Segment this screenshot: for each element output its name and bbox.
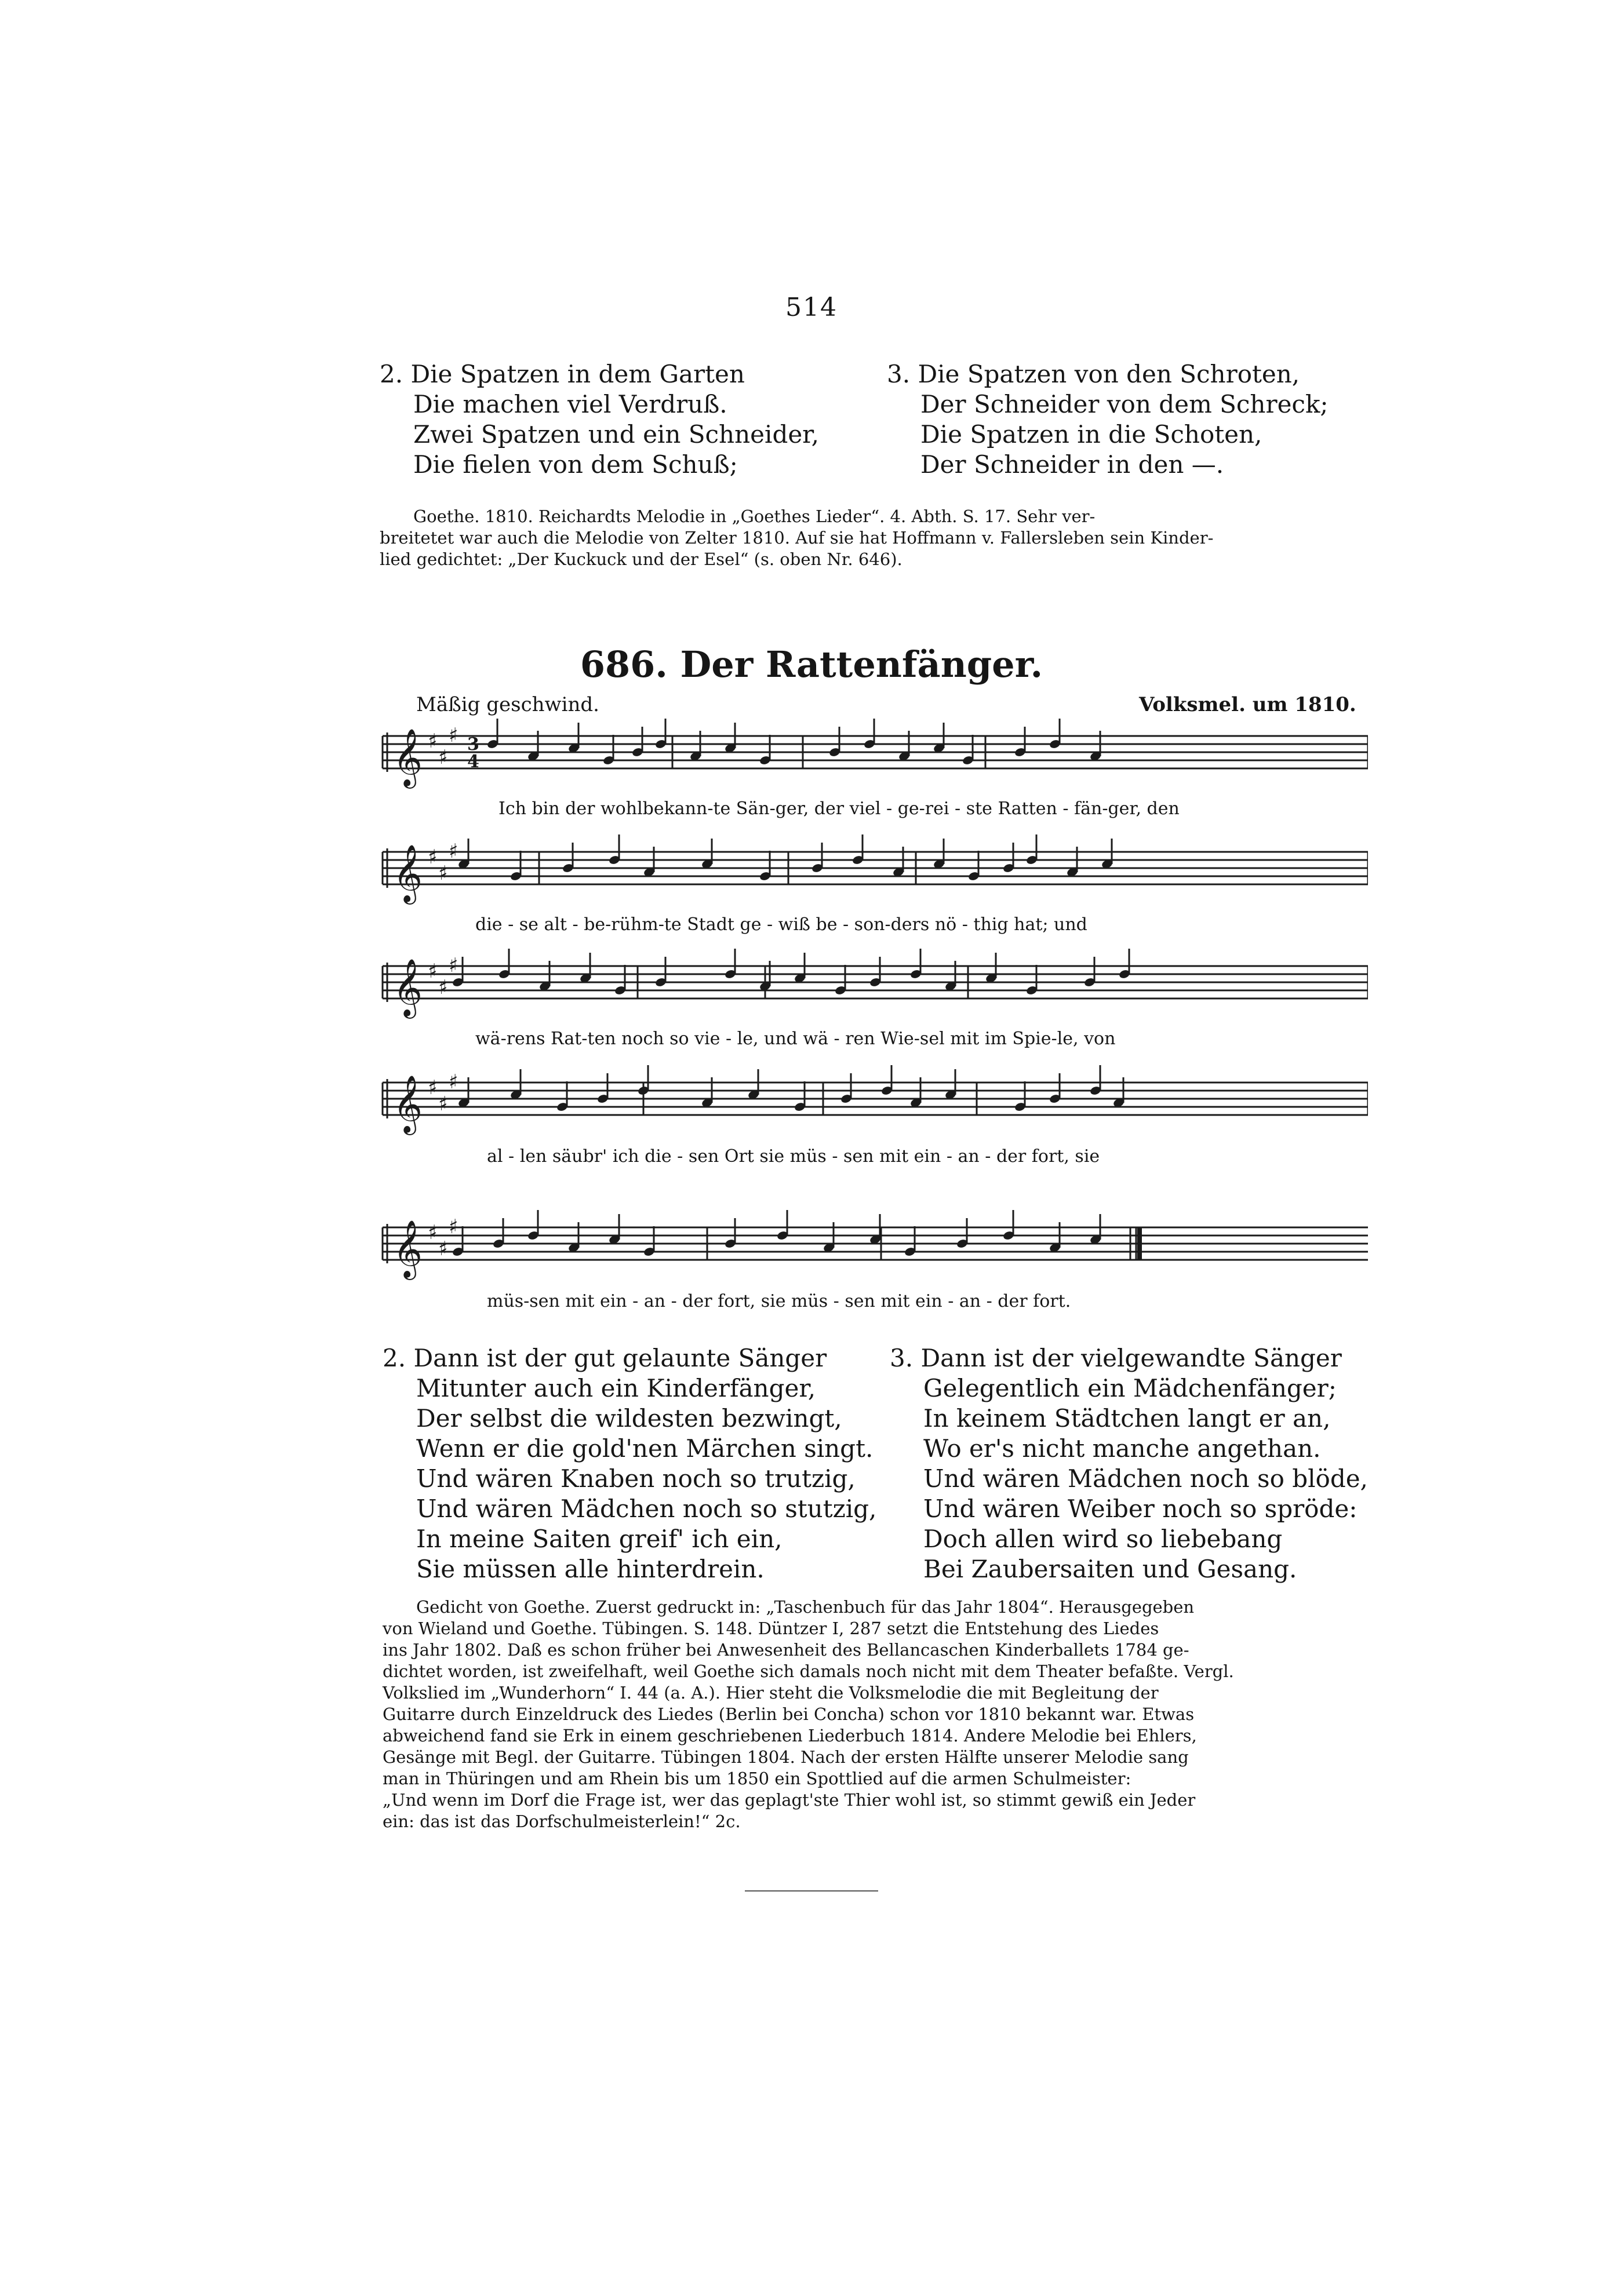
stanza-line: Zwei Spatzen und ein Schneider, — [413, 420, 819, 449]
note-line: dichtet worden, ist zweifelhaft, weil Goethe sich damals noch nicht mit dem Theater befaßte. Vergl. — [383, 1661, 1234, 1681]
lyrics-line-2: die - se alt - be-rühm-te Stadt ge - wiß be - son-ders nö - thig hat; und — [475, 914, 1087, 935]
sharp-icon: ♯ — [438, 1092, 448, 1116]
stanza-line: Doch allen wird so liebebang — [923, 1525, 1283, 1553]
note-line: „Und wenn im Dorf die Frage ist, wer das geplagt'ste Thier wohl ist, so stimmt gewiß ein Jeder — [383, 1790, 1196, 1810]
note-line: Gesänge mit Begl. der Guitarre. Tübingen 1804. Nach der ersten Hälfte unserer Melodie sang — [383, 1747, 1189, 1767]
sharp-icon: ♯ — [438, 862, 448, 885]
stanza-line: In meine Saiten greif' ich ein, — [416, 1525, 783, 1553]
note-line: ein: das ist das Dorfschulmeisterlein!“ 2c. — [383, 1812, 741, 1831]
sharp-icon: ♯ — [449, 840, 458, 863]
sharp-icon: ♯ — [449, 954, 458, 977]
treble-clef-icon: 𝄞 — [393, 1220, 423, 1278]
sharp-icon: ♯ — [449, 1215, 458, 1238]
section-divider — [745, 1890, 878, 1892]
note-line: abweichend fand sie Erk in einem geschriebenen Liederbuch 1814. Andere Melodie bei Ehlers, — [383, 1726, 1197, 1745]
note-song — [383, 1597, 1368, 1832]
stanza-line: Der Schneider von dem Schreck; — [920, 390, 1329, 418]
note-line: man in Thüringen und am Rhein bis um 1850 ein Spottlied auf die armen Schulmeister: — [383, 1769, 1131, 1788]
stanza-prev-3 — [887, 359, 1329, 480]
stanza-prev-2 — [380, 359, 819, 480]
note-prev — [380, 506, 1359, 570]
stanza-line: Die Spatzen in die Schoten, — [920, 420, 1262, 449]
treble-clef-icon: 𝄞 — [393, 728, 423, 786]
treble-clef-icon: 𝄞 — [393, 844, 423, 902]
time-signature-top: 3 — [467, 734, 479, 755]
lyrics-line-1: Ich bin der wohlbekann-te Sän-ger, der viel - ge-rei - ste Ratten - fän-ger, den — [498, 799, 1180, 819]
sharp-icon: ♯ — [438, 746, 448, 769]
note-line: ins Jahr 1802. Daß es schon früher bei Anwesenheit des Bellancaschen Kinderballets 1784 ge- — [383, 1640, 1189, 1660]
stanza-line: Und wären Mädchen noch so stutzig, — [416, 1495, 877, 1523]
note-line: Guitarre durch Einzeldruck des Liedes (Berlin bei Concha) schon vor 1810 bekannt war. Etwas — [383, 1704, 1195, 1724]
stanza-song-2 — [383, 1343, 876, 1584]
stanza-line: In keinem Städtchen langt er an, — [923, 1404, 1331, 1433]
time-signature-bottom: 4 — [467, 752, 479, 772]
sharp-icon: ♯ — [438, 1237, 448, 1260]
final-barline — [1137, 1227, 1142, 1260]
stanza-line: Und wären Mädchen noch so blöde, — [923, 1464, 1368, 1493]
sharp-icon: ♯ — [428, 960, 438, 983]
stanza-line: 2. Dann ist der gut gelaunte Sänger — [383, 1344, 827, 1372]
page-number: 514 — [785, 293, 838, 322]
stanza-line: Sie müssen alle hinterdrein. — [416, 1555, 765, 1583]
stanza-line: Wenn er die gold'nen Märchen singt. — [416, 1434, 874, 1463]
stanza-line: Wo er's nicht manche angethan. — [923, 1434, 1321, 1463]
stanza-line: Bei Zaubersaiten und Gesang. — [923, 1555, 1297, 1583]
staff-system — [383, 719, 1368, 789]
stanza-line: Und wären Weiber noch so spröde: — [923, 1495, 1358, 1523]
note-line: breitetet war auch die Melodie von Zelter 1810. Auf sie hat Hoffmann v. Fallersleben sein Kinder- — [380, 528, 1214, 548]
stanza-line: Die fielen von dem Schuß; — [413, 450, 738, 479]
stanza-line: 3. Dann ist der vielgewandte Sänger — [890, 1344, 1342, 1372]
stanza-line: 3. Die Spatzen von den Schroten, — [887, 360, 1300, 388]
sharp-icon: ♯ — [438, 976, 448, 999]
stanza-line: Gelegentlich ein Mädchenfänger; — [923, 1374, 1337, 1402]
sharp-icon: ♯ — [449, 1070, 458, 1094]
note-line: Volkslied im „Wunderhorn“ I. 44 (a. A.). Hier steht die Volksmelodie die mit Begleitung der — [383, 1683, 1159, 1703]
staff-system — [383, 949, 1368, 1019]
stanza-line: Der selbst die wildesten bezwingt, — [416, 1404, 842, 1433]
note-line: Gedicht von Goethe. Zuerst gedruckt in: „Taschenbuch für das Jahr 1804“. Herausgegeben — [416, 1597, 1195, 1617]
note-line: Goethe. 1810. Reichardts Melodie in „Goethes Lieder“. 4. Abth. S. 17. Sehr ver- — [413, 506, 1096, 526]
stanza-line: Der Schneider in den —. — [920, 450, 1224, 479]
song-title: 686. Der Rattenfänger. — [580, 643, 1043, 686]
staff-system — [383, 1065, 1368, 1135]
stanza-line: Und wären Knaben noch so trutzig, — [416, 1464, 856, 1493]
sharp-icon: ♯ — [428, 1221, 438, 1244]
sharp-icon: ♯ — [428, 730, 438, 753]
stanza-line: Die machen viel Verdruß. — [413, 390, 727, 418]
note-line: lied gedichtet: „Der Kuckuck und der Esel“ (s. oben Nr. 646). — [380, 549, 903, 569]
treble-clef-icon: 𝄞 — [393, 1075, 423, 1133]
lyrics-line-5: müs-sen mit ein - an - der fort, sie müs - sen mit ein - an - der fort. — [487, 1291, 1071, 1311]
stanza-line: 2. Die Spatzen in dem Garten — [380, 360, 745, 388]
staff-system — [383, 834, 1368, 905]
stanza-song-3 — [890, 1343, 1368, 1584]
treble-clef-icon: 𝄞 — [393, 959, 423, 1016]
lyrics-line-4: al - len säubr' ich die - sen Ort sie müs - sen mit ein - an - der fort, sie — [487, 1146, 1100, 1167]
sharp-icon: ♯ — [449, 724, 458, 747]
sharp-icon: ♯ — [428, 845, 438, 869]
staff-system — [383, 1210, 1368, 1280]
note-line: von Wieland und Goethe. Tübingen. S. 148. Düntzer I, 287 setzt die Entstehung des Liedes — [383, 1619, 1159, 1638]
lyrics-line-3: wä-rens Rat-ten noch so vie - le, und wä - ren Wie-sel mit im Spie-le, von — [475, 1029, 1116, 1049]
stanza-line: Mitunter auch ein Kinderfänger, — [416, 1374, 816, 1402]
tempo-marking: Mäßig geschwind. — [416, 693, 599, 716]
sharp-icon: ♯ — [428, 1076, 438, 1099]
melody-source: Volksmel. um 1810. — [1139, 693, 1356, 716]
